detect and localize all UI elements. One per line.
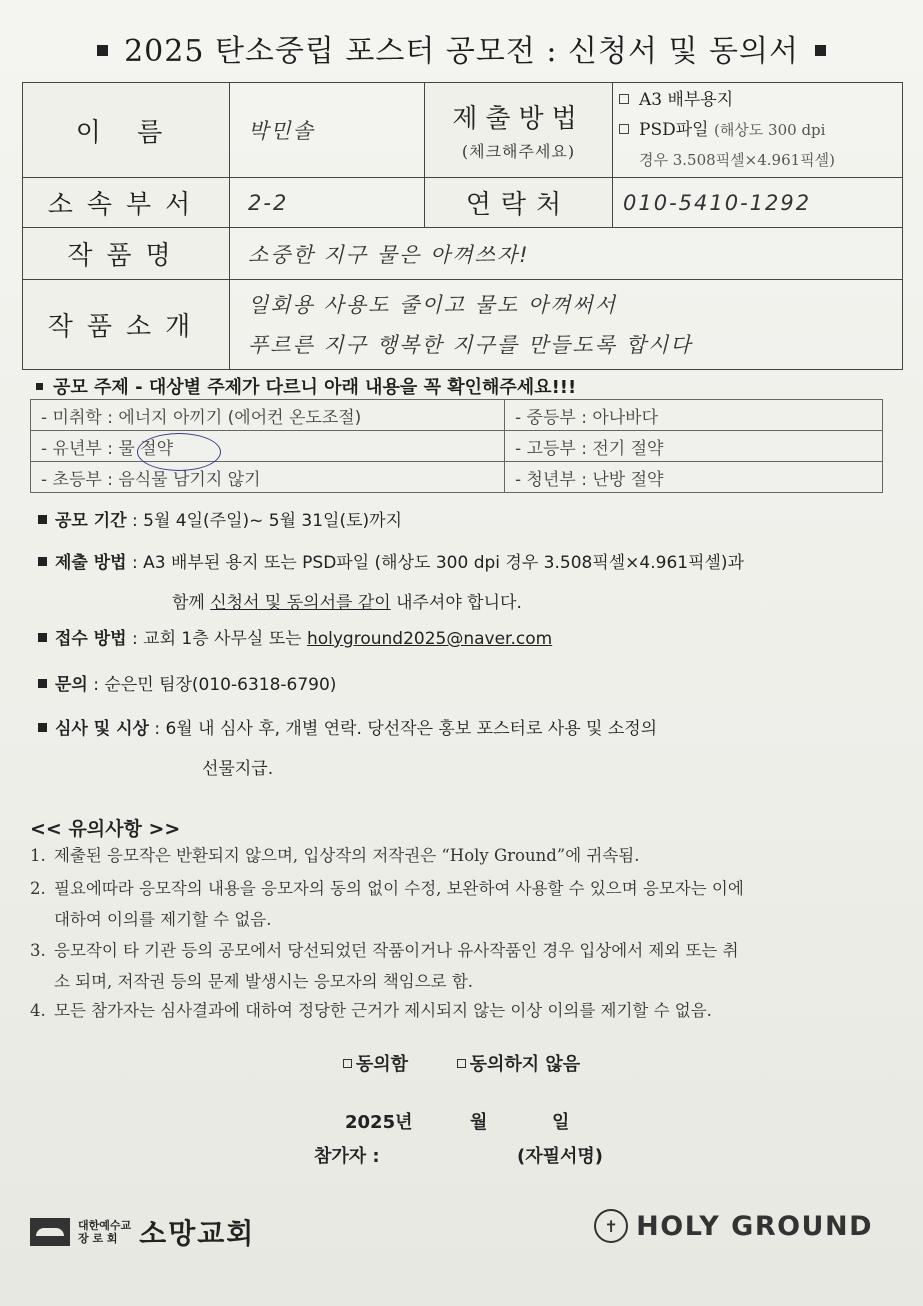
theme-cell: - 유년부 : 물 절약: [31, 431, 505, 462]
method-sub: (체크해주세요): [461, 142, 576, 161]
submit-row: 제출 방법 : A3 배부된 용지 또는 PSD파일 (해상도 300 dpi 경우 3.508픽셀×4.961픽셀)과: [38, 548, 744, 573]
holy-ground-name: HOLY GROUND: [636, 1210, 873, 1242]
bullet-icon: [38, 633, 47, 642]
method-label-cell: [425, 83, 613, 178]
theme-heading: 공모 주제 - 대상별 주제가 다르니 아래 내용을 꼭 확인해주세요!!!: [36, 373, 576, 399]
bullet-icon: [38, 515, 47, 524]
work-title-value[interactable]: 소중한 지구 물은 아껴쓰자!: [230, 228, 903, 280]
page-title: [0, 26, 923, 70]
handwritten-circle-mark: [137, 433, 221, 471]
theme-cell: - 중등부 : 아나바다: [505, 400, 883, 431]
bullet-icon: [36, 383, 43, 390]
note-item: 2. 필요에따라 응모작의 내용을 응모자의 동의 없이 수정, 보완하여 사용할 수 있으며 응모자는 이에 대하여 이의를 제기할 수 없음.: [30, 879, 744, 929]
bullet-icon: [38, 557, 47, 566]
theme-cell: - 미취학 : 에너지 아끼기 (에어컨 온도조절): [31, 400, 505, 431]
contact-value[interactable]: 010-5410-1292: [613, 178, 903, 228]
dept-label: 소속부서: [23, 178, 230, 228]
checkbox-agree[interactable]: [343, 1059, 352, 1068]
holy-ground-footer: [594, 1208, 873, 1244]
participant-label: 참가자 :: [314, 1146, 380, 1167]
receive-row: 접수 방법 : 교회 1층 사무실 또는 holyground2025@naver.com: [38, 624, 552, 649]
theme-cell: - 초등부 : 음식물 남기지 않기: [31, 462, 505, 493]
submit-row-cont: 함께 신청서 및 동의서를 같이 내주셔야 합니다.: [172, 593, 522, 613]
note-item: 1. 제출된 응모작은 반환되지 않으며, 입상작의 저작권은 “Holy Ground”에 귀속됨.: [30, 846, 640, 865]
method-option-psd-detail: 경우 3.508픽셀×4.961픽셀): [639, 151, 836, 169]
checkbox-a3[interactable]: [619, 94, 629, 104]
theme-cell: - 고등부 : 전기 절약: [505, 431, 883, 462]
work-title-label: 작품명: [23, 228, 230, 280]
agree-no-option[interactable]: 동의하지 않음: [457, 1054, 581, 1075]
title-bullet-left: [97, 45, 108, 56]
title-text: 2025 탄소중립 포스터 공모전 : 신청서 및 동의서: [124, 34, 799, 69]
signature-note: (자필서명): [517, 1146, 604, 1167]
title-bullet-right: [815, 45, 826, 56]
intro-label: 작품소개: [23, 280, 230, 370]
judge-row-cont: 선물지급.: [202, 759, 274, 779]
method-label: 제출방법: [452, 104, 585, 134]
inquiry-row: 문의 : 순은민 팀장(010-6318-6790): [38, 670, 336, 695]
application-table: [22, 82, 903, 370]
judge-row: 심사 및 시상 : 6월 내 심사 후, 개별 연락. 당선작은 홍보 포스터로 사용 및 소정의: [38, 714, 657, 739]
date-year: 2025년: [345, 1112, 413, 1133]
church-name: 소망교회: [139, 1217, 256, 1250]
theme-cell: - 청년부 : 난방 절약: [505, 462, 883, 493]
method-options: [613, 83, 903, 178]
intro-line-2: 푸르른 지구 행복한 지구를 만들도록 합시다: [248, 332, 693, 357]
checkbox-psd[interactable]: [619, 124, 629, 134]
dept-value[interactable]: 2-2: [230, 178, 425, 228]
period-row: 공모 기간 : 5월 4일(주일)~ 5월 31일(토)까지: [38, 506, 402, 531]
date-month: 월: [470, 1112, 488, 1133]
contact-label: 연락처: [425, 178, 613, 228]
agree-options: [0, 1050, 923, 1076]
intro-line-1: 일회용 사용도 줄이고 물도 아껴써서: [248, 292, 617, 317]
date-day: 일: [552, 1112, 570, 1133]
agree-yes-option[interactable]: 동의함: [343, 1054, 408, 1075]
name-value[interactable]: 박민솔: [230, 83, 425, 178]
intro-value[interactable]: [230, 280, 903, 370]
checkbox-disagree[interactable]: [457, 1059, 466, 1068]
method-option-psd[interactable]: PSD파일 (해상도 300 dpi: [619, 115, 902, 145]
denomination: 대한예수교 장 로 회: [78, 1219, 132, 1245]
email-link[interactable]: holyground2025@naver.com: [306, 629, 553, 649]
church-footer: [30, 1212, 255, 1252]
bullet-icon: [38, 723, 47, 732]
holy-ground-logo-icon: ✝: [594, 1209, 628, 1243]
notes-heading: << 유의사항 >>: [30, 818, 181, 840]
note-item: 4. 모든 참가자는 심사결과에 대하여 정당한 근거가 제시되지 않는 이상 이의를 제기할 수 없음.: [30, 1001, 712, 1020]
name-label: 이 름: [23, 83, 230, 178]
note-item: 3. 응모작이 타 기관 등의 공모에서 당선되었던 작품이거나 유사작품인 경우 입상에서 제외 또는 취 소 되며, 저작권 등의 문제 발생시는 응모자의 책임으로 함.: [30, 941, 739, 991]
church-logo-icon: [30, 1218, 70, 1246]
method-option-a3[interactable]: A3 배부용지: [619, 85, 902, 115]
bullet-icon: [38, 679, 47, 688]
